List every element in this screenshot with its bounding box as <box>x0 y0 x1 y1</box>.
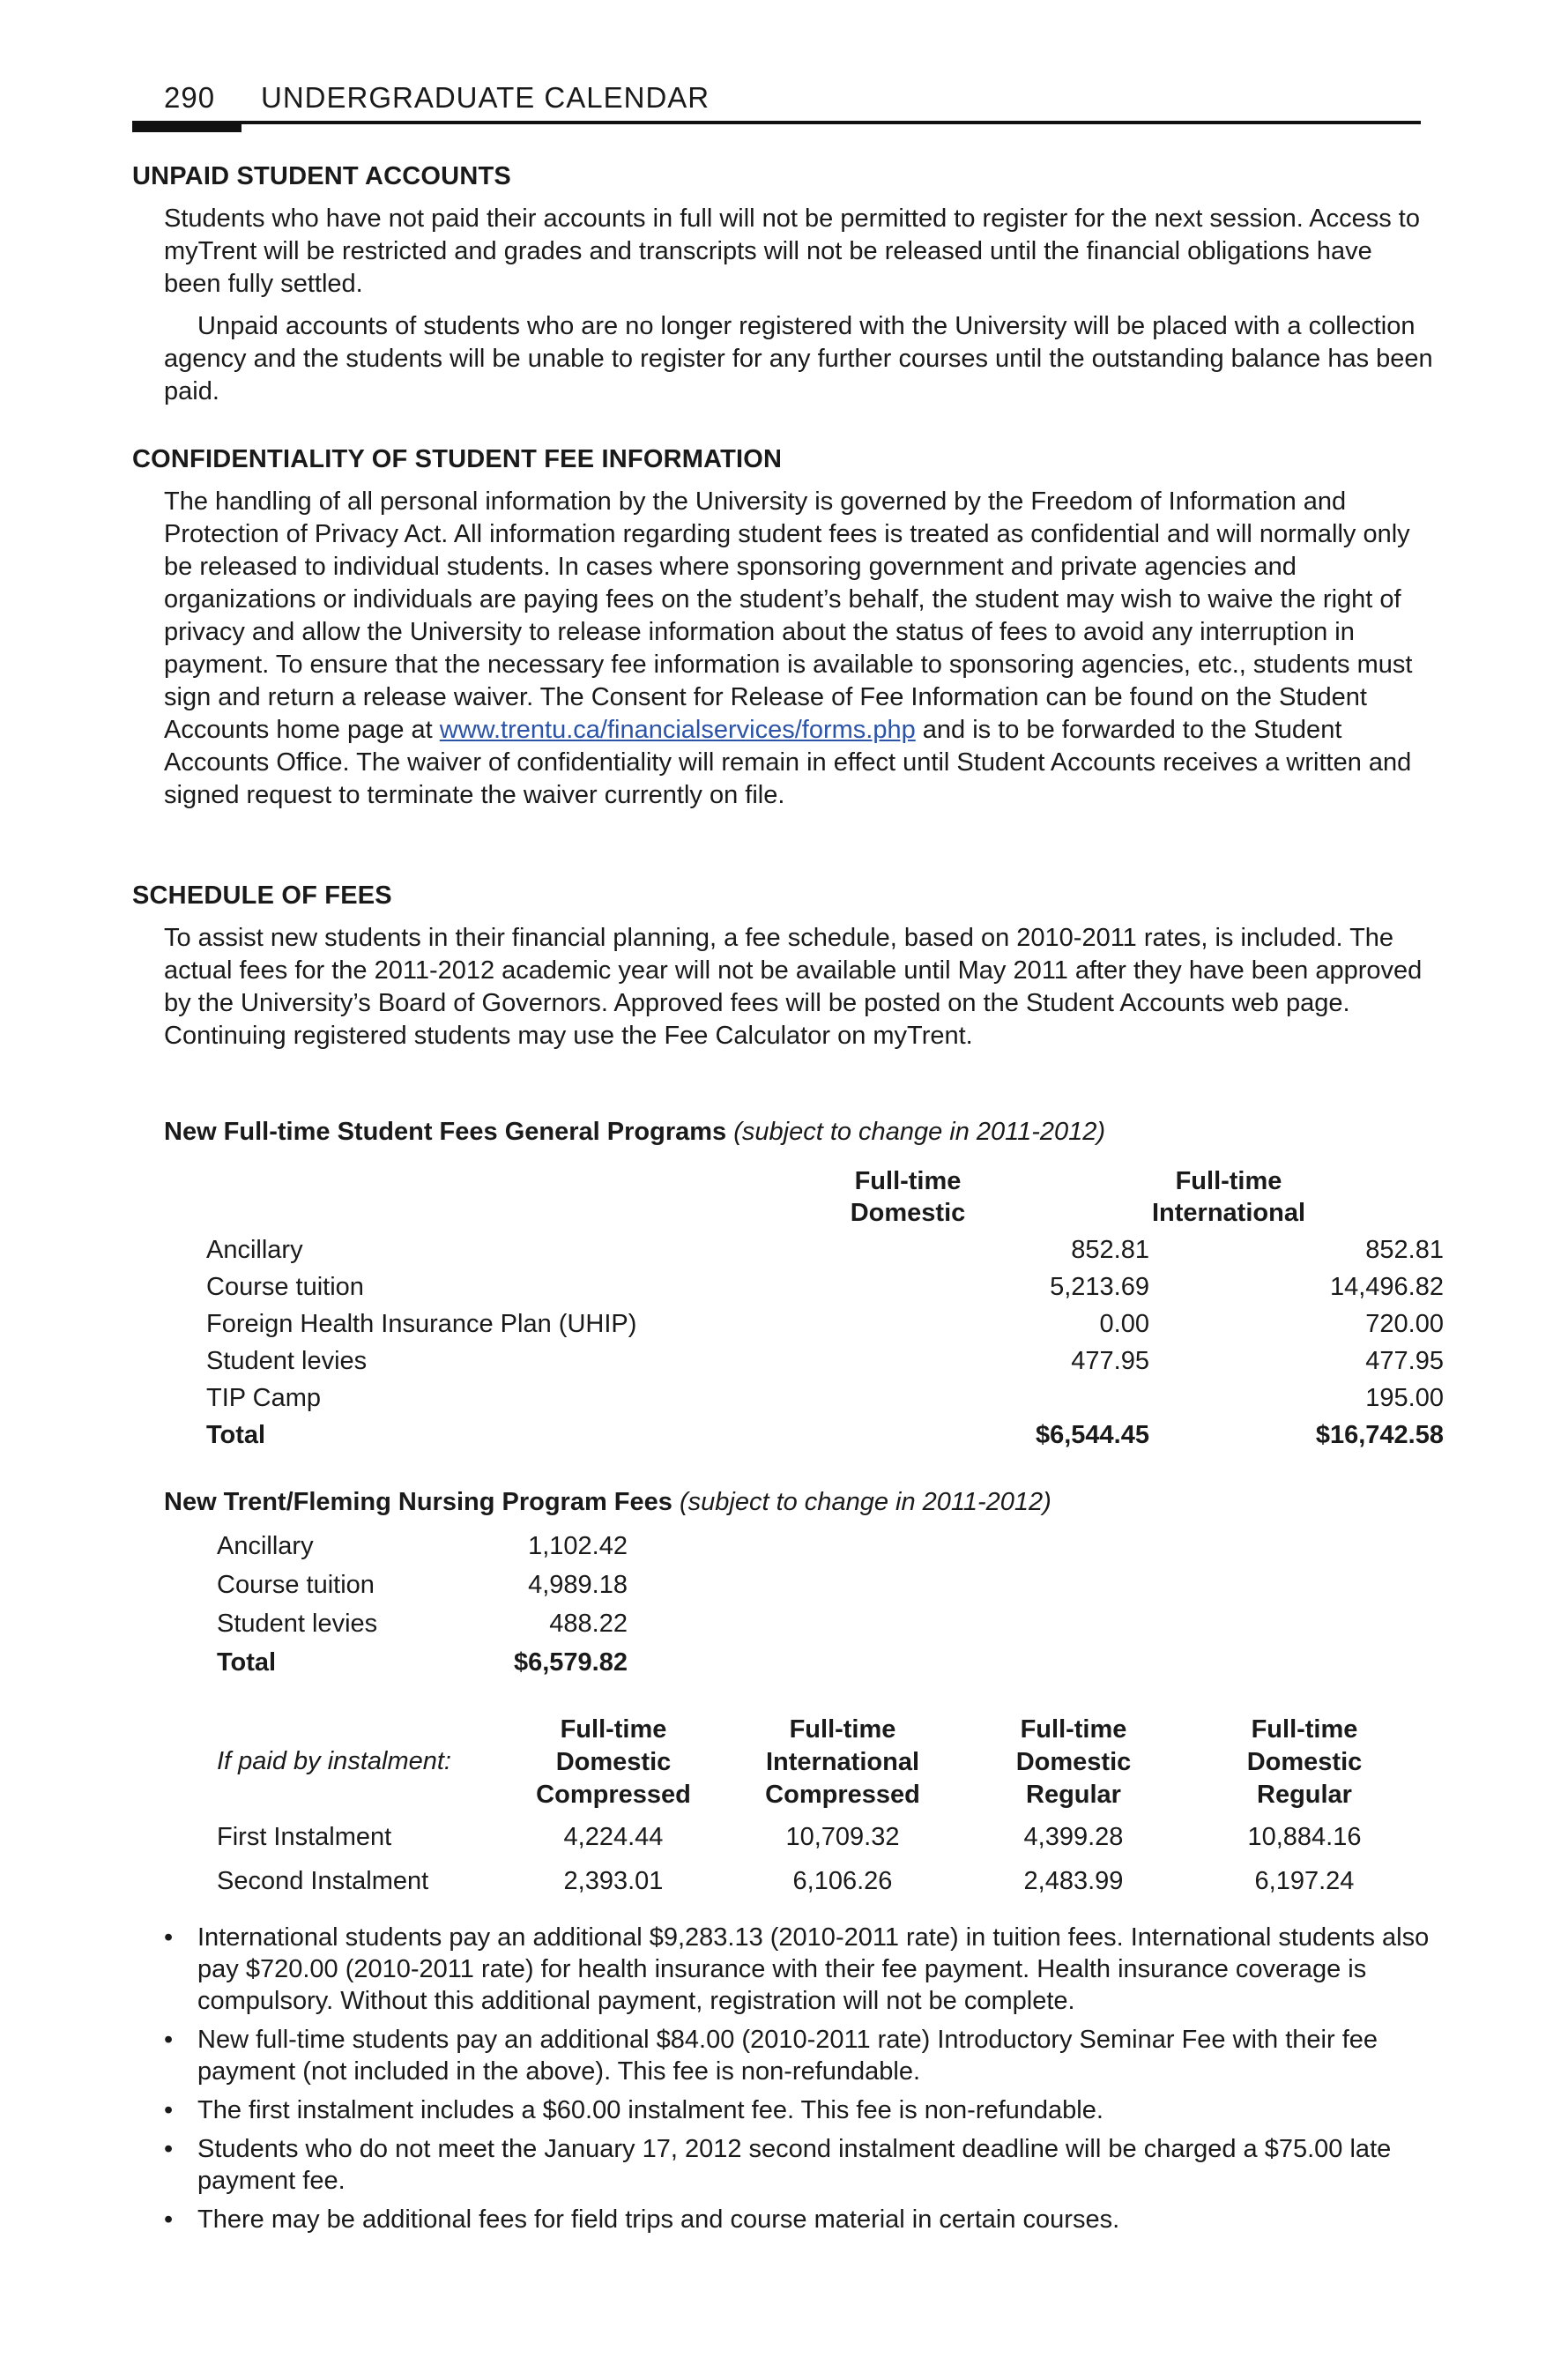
instalment-col-header <box>737 1714 948 1811</box>
header-tab-block <box>132 121 241 132</box>
international-value: 852.81 <box>1365 1236 1444 1264</box>
schedule-of-fees-paragraph: To assist new students in their financial planning, a fee schedule, based on 2010-2011 rates, is included. The actual fees for the 2011-2012 academic year will not be available until May 2011 after they have been approved by the University’s Board of Governors. Approved fees will be posted on the Student Accounts web page. Continuing registered students may use the Fee Calculator on myTrent. <box>164 924 1423 1050</box>
unpaid-accounts-heading: UNPAID STUDENT ACCOUNTS <box>132 162 511 190</box>
col-header-domestic-line1: Full-time <box>854 1167 962 1195</box>
list-item-text: New full-time students pay an additional $84.00 (2010-2011 rate) Introductory Seminar Fee with their fee payment (not included in the above). This fee is non-refundable. <box>197 2026 1378 2086</box>
row-label: Course tuition <box>217 1571 375 1599</box>
col-header-line2: International <box>765 1748 919 1776</box>
bullet-icon: • <box>164 2135 174 2163</box>
col-header-line2: Domestic <box>1246 1748 1363 1776</box>
header-rule <box>132 121 1421 124</box>
list-item <box>164 2094 1433 2126</box>
col-header-line1: Full-time <box>1251 1715 1358 1744</box>
general-fees-title-bold: New Full-time Student Fees General Programs <box>164 1118 727 1146</box>
col-header-line1: Full-time <box>789 1715 896 1744</box>
list-item-text: Students who do not meet the January 17, 2012 second instalment deadline will be charged a $75.00 late payment fee. <box>197 2135 1392 2195</box>
instalment-col-header <box>1199 1714 1410 1811</box>
table-row <box>206 1236 1444 1273</box>
confidentiality-paragraph <box>164 486 1433 812</box>
row-label: Second Instalment <box>217 1867 429 1895</box>
unpaid-accounts-paragraph-2: Unpaid accounts of students who are no longer registered with the University will be placed with a collection agency and the students will be unable to register for any further courses until the outstanding balance has been paid. <box>164 312 1433 405</box>
list-item <box>164 2204 1433 2235</box>
col-header-international-line1: Full-time <box>1175 1167 1282 1195</box>
cell-value: 2,393.01 <box>563 1867 664 1895</box>
table-row <box>206 1347 1444 1384</box>
row-label: Course tuition <box>206 1273 364 1301</box>
instalment-col-header <box>968 1714 1179 1811</box>
international-value: 195.00 <box>1365 1384 1444 1412</box>
nursing-fees-title-italic: (subject to change in 2011-2012) <box>679 1488 1051 1516</box>
col-header-line3: Regular <box>1257 1781 1352 1809</box>
instalment-label: If paid by instalment: <box>217 1747 451 1775</box>
domestic-value: 5,213.69 <box>1050 1273 1149 1301</box>
forms-link[interactable]: www.trentu.ca/financialservices/forms.php <box>439 716 916 744</box>
row-label: First Instalment <box>217 1823 392 1851</box>
row-value: 4,989.18 <box>528 1571 628 1599</box>
row-label: Foreign Health Insurance Plan (UHIP) <box>206 1310 637 1338</box>
table-row <box>206 1273 1444 1310</box>
row-label: Ancillary <box>217 1532 314 1560</box>
col-header-line3: Compressed <box>765 1781 920 1809</box>
confidentiality-text-after-link: and is to be forwarded to the Student Accounts Office. The waiver of confidentiality will remain in effect until Student Accounts receives a written and signed request to terminate the waiver currently on file. <box>164 716 1412 809</box>
table-row <box>217 1532 628 1571</box>
cell-value: 4,224.44 <box>563 1823 664 1851</box>
domestic-value: 0.00 <box>1099 1310 1149 1338</box>
row-value: 488.22 <box>549 1610 628 1638</box>
nursing-fees-title <box>164 1488 1051 1517</box>
bullet-icon: • <box>164 2026 174 2054</box>
table-row <box>217 1610 628 1648</box>
unpaid-accounts-paragraph-1: Students who have not paid their accounts in full will not be permitted to register for the next session. Access to myTrent will be restricted and grades and transcripts will not be released until the financial obligations have been fully settled. <box>164 205 1420 298</box>
list-item-text: International students pay an additional $9,283.13 (2010-2011 rate) in tuition fees. International students also pay $720.00 (2010-2011 rate) for health insurance with their fee payment. Health insurance coverage is compulsory. Without this additional payment, registration will not be complete. <box>197 1923 1430 2015</box>
row-label: Total <box>217 1648 277 1677</box>
domestic-value: $6,544.45 <box>1035 1421 1149 1449</box>
confidentiality-heading: CONFIDENTIALITY OF STUDENT FEE INFORMATION <box>132 445 783 473</box>
domestic-value: 477.95 <box>1071 1347 1149 1375</box>
international-value: $16,742.58 <box>1315 1421 1444 1449</box>
international-value: 14,496.82 <box>1329 1273 1444 1301</box>
col-header-line3: Compressed <box>536 1781 691 1809</box>
international-value: 720.00 <box>1365 1310 1444 1338</box>
cell-value: 6,106.26 <box>792 1867 893 1895</box>
col-header-international-line2: International <box>1151 1199 1305 1227</box>
col-header-domestic-line2: Domestic <box>850 1199 966 1227</box>
schedule-of-fees-heading: SCHEDULE OF FEES <box>132 881 392 910</box>
general-fees-title <box>164 1118 1105 1147</box>
fee-notes-list <box>164 1922 1433 2242</box>
col-header-domestic <box>758 1165 1058 1229</box>
col-header-line1: Full-time <box>560 1715 667 1744</box>
table-row-total <box>217 1648 628 1687</box>
cell-value: 4,399.28 <box>1023 1823 1124 1851</box>
cell-value: 2,483.99 <box>1023 1867 1124 1895</box>
domestic-value: 852.81 <box>1071 1236 1149 1264</box>
running-title: UNDERGRADUATE CALENDAR <box>261 81 710 114</box>
list-item <box>164 1922 1433 2017</box>
instalment-col-header <box>508 1714 719 1811</box>
row-label: Total <box>206 1421 266 1449</box>
list-item <box>164 2024 1433 2087</box>
general-fees-title-italic: (subject to change in 2011-2012) <box>733 1118 1106 1146</box>
row-value: $6,579.82 <box>513 1648 628 1677</box>
col-header-line3: Regular <box>1026 1781 1121 1809</box>
cell-value: 10,884.16 <box>1247 1823 1362 1851</box>
cell-value: 6,197.24 <box>1254 1867 1355 1895</box>
page-number: 290 <box>164 81 216 114</box>
table-row-total <box>206 1421 1444 1458</box>
table-row <box>217 1867 1416 1906</box>
table-row <box>217 1571 628 1610</box>
col-header-line2: Domestic <box>555 1748 672 1776</box>
nursing-fees-title-bold: New Trent/Fleming Nursing Program Fees <box>164 1488 672 1516</box>
col-header-international <box>1088 1165 1370 1229</box>
bullet-icon: • <box>164 2096 174 2124</box>
bullet-icon: • <box>164 1923 174 1952</box>
table-row <box>217 1823 1416 1862</box>
col-header-line2: Domestic <box>1015 1748 1132 1776</box>
table-row <box>206 1310 1444 1347</box>
confidentiality-text-before-link: The handling of all personal information by the University is governed by the Freedom of Information and Protection of Privacy Act. All information regarding student fees is treated as confidential and will normally only be released to individual students. In cases where sponsoring government and private agencies and organizations or individuals are paying fees on the student’s behalf, the student may wish to waive the right of privacy and allow the University to release information about the status of fees to avoid any interruption in payment. To ensure that the necessary fee information is available to sponsoring agencies, etc., students must sign and return a release waiver. The Consent for Release of Fee Information can be found on the Student Accounts home page at <box>164 487 1413 744</box>
list-item <box>164 2133 1433 2197</box>
table-row <box>206 1384 1444 1421</box>
list-item-text: There may be additional fees for field trips and course material in certain courses. <box>197 2205 1120 2234</box>
international-value: 477.95 <box>1365 1347 1444 1375</box>
row-value: 1,102.42 <box>528 1532 628 1560</box>
page-header <box>132 81 1421 134</box>
col-header-line1: Full-time <box>1020 1715 1127 1744</box>
bullet-icon: • <box>164 2205 174 2234</box>
row-label: Ancillary <box>206 1236 303 1264</box>
list-item-text: The first instalment includes a $60.00 instalment fee. This fee is non-refundable. <box>197 2096 1103 2124</box>
row-label: Student levies <box>206 1347 368 1375</box>
row-label: Student levies <box>217 1610 378 1638</box>
row-label: TIP Camp <box>206 1384 322 1412</box>
cell-value: 10,709.32 <box>785 1823 900 1851</box>
